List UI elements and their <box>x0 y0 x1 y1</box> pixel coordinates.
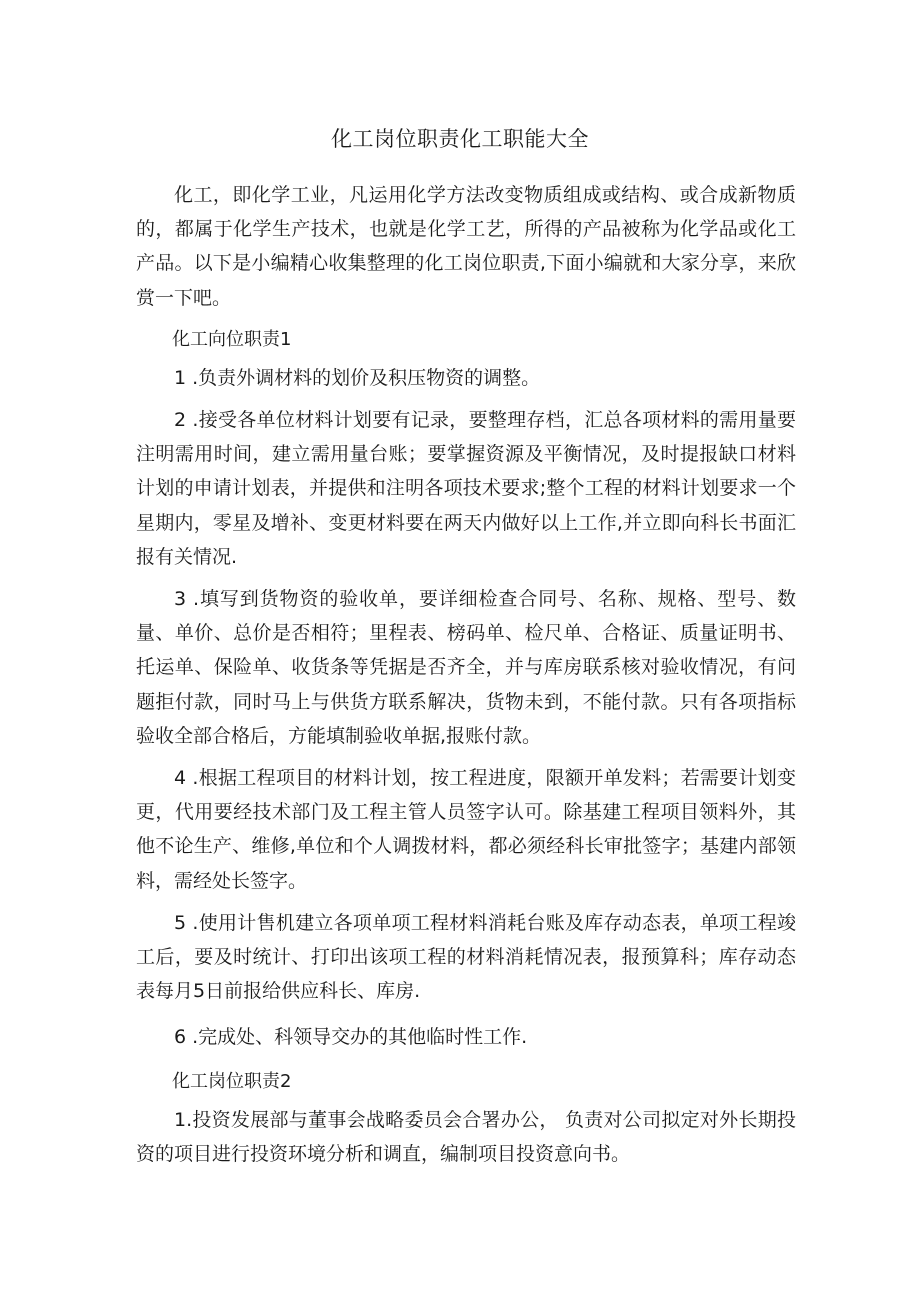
intro-paragraph: 化工，即化学工业，凡运用化学方法改变物质组成或结构、或合成新物质的，都属于化学生产技术，也就是化学工艺，所得的产品被称为化学品或化工产品。以下是小编精心收集整理的化工岗位职责,下面小编就和大家分享，来欣赏一下吧。 <box>136 184 796 309</box>
section-heading-1: 化工向位职责1 <box>172 328 292 350</box>
duty-item-1-3: 3 .填写到货物资的验收单，要详细检查合同号、名称、规格、型号、数量、单价、总价是否相符；里程表、榜码单、检尺单、合格证、质量证明书、托运单、保险单、收货条等凭据是否齐全，并与库房联系核对验收情况，有问题拒付款，同时马上与供货方联系解决，货物未到，不能付款。只有各项指标验收全部合格后，方能填制验收单据,报账付款。 <box>136 588 796 747</box>
duty-item-1-5: 5 .使用计售机建立各项单项工程材料消耗台账及库存动态表，单项工程竣工后，要及时统计、打印出该项工程的材料消耗情况表，报预算科；库存动态表每月5日前报给供应科长、库房. <box>136 911 796 1003</box>
document-title: 化工岗位职责化工职能大全 <box>331 127 589 151</box>
duty-item-1-1: 1 .负责外调材料的划价及积压物资的调整。 <box>174 366 541 389</box>
duty-item-1-2: 2 .接受各单位材料计划要有记录，要整理存档，汇总各项材料的需用量要注明需用时间，建立需用量台账；要掌握资源及平衡情况，及时提报缺口材料计划的申请计划表，并提供和注明各项技术要求;整个工程的材料计划要求一个星期内，零星及增补、变更材料要在两天内做好以上工作,并立即向科长书面汇报有关情况. <box>136 409 796 568</box>
duty-item-2-1: 1.投资发展部与董事会战略委员会合署办公， 负责对公司拟定对外长期投资的项目进行投资环境分析和调直，编制项目投资意向书。 <box>136 1108 796 1165</box>
document-body <box>136 178 796 1171</box>
duty-item-1-6: 6 .完成处、科领导交办的其他临时性工作. <box>174 1026 528 1049</box>
section-heading-2: 化工岗位职责2 <box>172 1070 292 1092</box>
duty-item-1-4: 4 .根据工程项目的材料计划，按工程进度，限额开单发料；若需要计划变更，代用要经技术部门及工程主管人员签字认可。除基建工程项目领料外，其他不论生产、维修,单位和个人调拨材料，都必须经科长审批签字；基建内部领料，需经处长签字。 <box>136 767 796 892</box>
